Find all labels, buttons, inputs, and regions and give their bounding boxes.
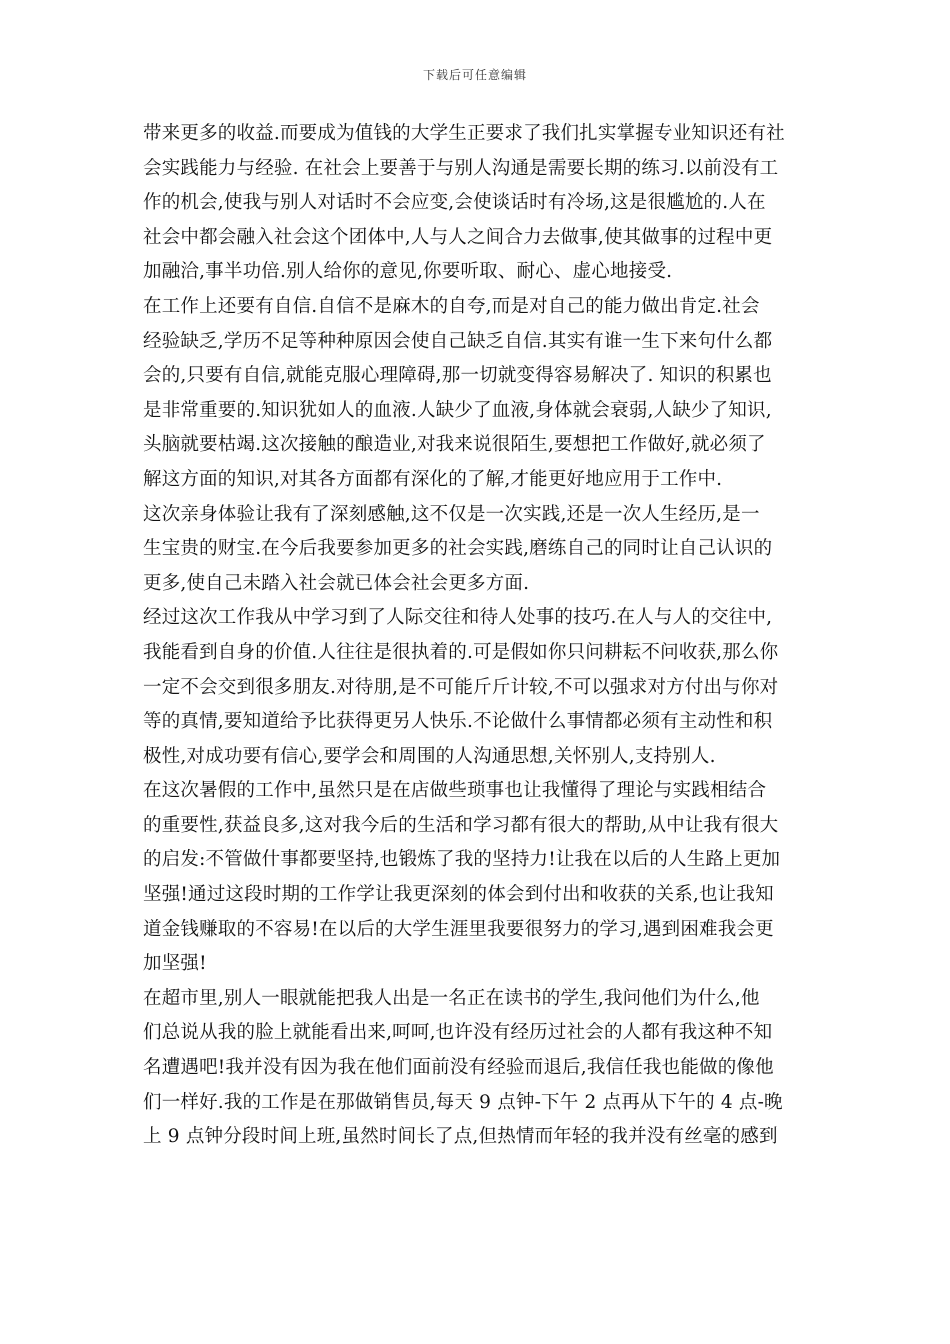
text-line: 坚强!通过这段时期的工作学让我更深刻的体会到付出和收获的关系,也让我知: [143, 884, 774, 906]
page-header: 下载后可任意编辑: [422, 68, 527, 82]
text-line: 上 9 点钟分段时间上班,虽然时间长了点,但热情而年轻的我并没有丝毫的感到: [143, 1126, 778, 1148]
text-line: 在工作上还要有自信.自信不是麻木的自夸,而是对自己的能力做出肯定.社会: [143, 295, 760, 317]
text-line: 社会中都会融入社会这个团体中,人与人之间合力去做事,使其做事的过程中更: [143, 226, 773, 248]
text-line: 是非常重要的.知识犹如人的血液.人缺少了血液,身体就会衰弱,人缺少了知识,: [143, 399, 772, 421]
text-line: 一定不会交到很多朋友.对待朋,是不可能斤斤计较,不可以强求对方付出与你对: [143, 676, 779, 698]
text-line: 道金钱赚取的不容易!在以后的大学生涯里我要很努力的学习,遇到困难我会更: [143, 918, 774, 940]
text-line: 经验缺乏,学历不足等种种原因会使自己缺乏自信.其实有谁一生下来句什么都: [143, 330, 773, 352]
text-line: 我能看到自身的价值.人往往是很执着的.可是假如你只问耕耘不问收获,那么你: [143, 641, 779, 663]
document-body: [143, 117, 811, 1155]
text-line: 会实践能力与经验. 在社会上要善于与别人沟通是需要长期的练习.以前没有工: [143, 157, 779, 179]
text-line: 会的,只要有自信,就能克服心理障碍,那一切就变得容易解决了. 知识的积累也: [143, 365, 772, 387]
text-line: 头脑就要枯竭.这次接触的酿造业,对我来说很陌生,要想把工作做好,就必须了: [143, 434, 766, 456]
text-line: 等的真情,要知道给予比获得更另人快乐.不论做什么事情都必须有主动性和积: [143, 711, 773, 733]
text-line: 更多,使自己未踏入社会就已体会社会更多方面.: [143, 572, 530, 594]
text-line: 们总说从我的脸上就能看出来,呵呵,也许没有经历过社会的人都有我这种不知: [143, 1022, 773, 1044]
text-line: 名遭遇吧!我并没有因为我在他们面前没有经验而退后,我信任我也能做的像他: [143, 1057, 774, 1079]
text-line: 带来更多的收益.而要成为值钱的大学生正要求了我们扎实掌握专业知识还有社: [143, 123, 785, 144]
text-line: 经过这次工作我从中学习到了人际交往和待人处事的技巧.在人与人的交往中,: [143, 607, 773, 629]
text-line: 的启发:不管做什事都要坚持,也锻炼了我的坚持力!让我在以后的人生路上更加: [143, 849, 781, 871]
text-line: 生宝贵的财宝.在今后我要参加更多的社会实践,磨练自己的同时让自己认识的: [143, 538, 773, 560]
text-line: 的重要性,获益良多,这对我今后的生活和学习都有很大的帮助,从中让我有很大: [143, 814, 779, 836]
text-line: 极性,对成功要有信心,要学会和周围的人沟通思想,关怀别人,支持别人.: [143, 745, 716, 767]
text-line: 们一样好.我的工作是在那做销售员,每天 9 点钟-下午 2 点再从下午的 4 点-晚: [143, 1091, 783, 1113]
text-line: 在这次暑假的工作中,虽然只是在店做些琐事也让我懂得了理论与实践相结合: [143, 780, 767, 802]
text-line: 作的机会,使我与别人对话时不会应变,会使谈话时有冷场,这是很尴尬的.人在: [143, 192, 766, 214]
text-line: 加融洽,事半功倍.别人给你的意见,你要听取、耐心、虚心地接受.: [143, 261, 673, 283]
text-line: 解这方面的知识,对其各方面都有深化的了解,才能更好地应用于工作中.: [143, 468, 723, 490]
text-line: 加坚强!: [143, 953, 207, 975]
text-line: 在超市里,别人一眼就能把我人出是一名正在读书的学生,我问他们为什么,他: [143, 987, 760, 1009]
text-line: 这次亲身体验让我有了深刻感触,这不仅是一次实践,还是一次人生经历,是一: [143, 503, 760, 525]
